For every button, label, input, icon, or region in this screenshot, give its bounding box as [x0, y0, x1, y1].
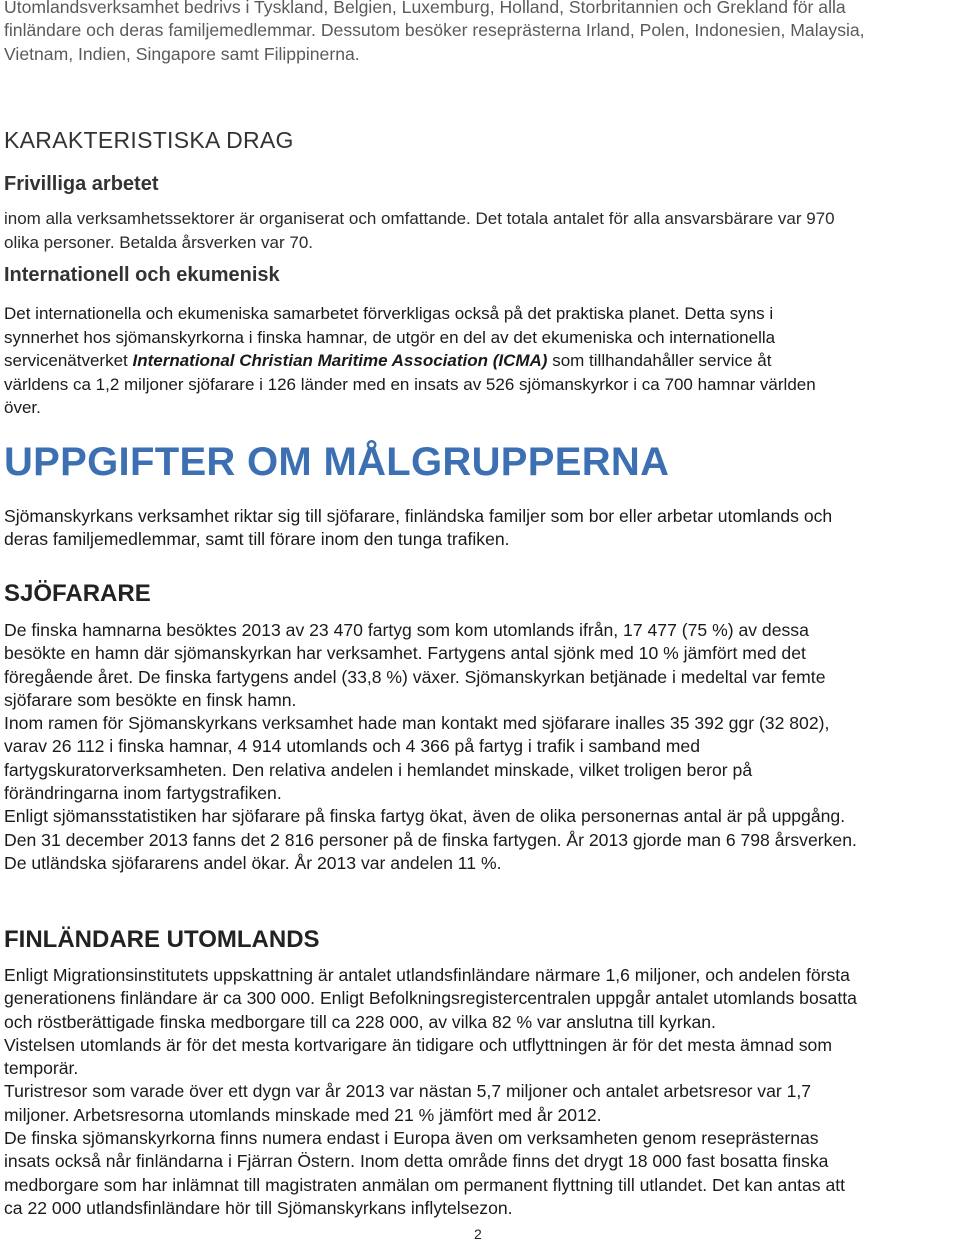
- text-line: [4, 349, 956, 373]
- section-heading-finlandare: FINLÄNDARE UTOMLANDS: [4, 926, 320, 953]
- text-line: ca 22 000 utlandsfinländare hör till Sjömanskyrkans inflytelsezon.: [4, 1197, 513, 1218]
- text-line: Utomlandsverksamhet bedrivs i Tyskland, Belgien, Luxemburg, Holland, Storbritannien och Grekland för alla: [4, 0, 846, 17]
- text-line: generationens finländare är ca 300 000. Enligt Befolkningsregistercentralen uppgår antalet utomlands bosatta: [4, 988, 857, 1009]
- paragraph-finlandare: [4, 964, 956, 1220]
- text-line: Sjömanskyrkans verksamhet riktar sig till sjöfarare, finländska familjer som bor eller arbetar utomlands och: [4, 506, 833, 526]
- text-line: besökte en hamn där sjömanskyrkan har verksamhet. Fartygens antal sjönk med 10 % jämfört med det: [4, 643, 806, 664]
- text-line: Vistelsen utomlands är för det mesta kortvarigare än tidigare och utflyttningen är för det mesta ämnad som: [4, 1034, 832, 1055]
- text-line: De utländska sjöfararens andel ökar. År 2013 var andelen 11 %.: [4, 852, 502, 873]
- text-line: förändringarna inom fartygstrafiken.: [4, 783, 282, 804]
- text-line: Turistresor som varade över ett dygn var år 2013 var nästan 5,7 miljoner och antalet arbetsresor var 1,7: [4, 1081, 812, 1102]
- subheading-internationell: Internationell och ekumenisk: [4, 264, 280, 286]
- text-line: De finska hamnarna besöktes 2013 av 23 470 fartyg som kom utomlands ifrån, 17 477 (75 %) av dessa: [4, 620, 809, 640]
- text-line: fartygskuratorverksamheten. Den relativa andelen i hemlandet minskade, vilket troligen beror på: [4, 759, 753, 780]
- text-line: Inom ramen för Sjömanskyrkans verksamhet hade man kontakt med sjöfarare inalles 35 392 ggr (32 802),: [4, 713, 830, 734]
- text-line: Den 31 december 2013 fanns det 2 816 personer på de finska fartygen. År 2013 gjorde man 6 798 årsverken.: [4, 829, 857, 850]
- text-line: medborgare som har inlämnat till magistraten anmälan om permanent flyttning till utlandet. Det kan antas att: [4, 1174, 846, 1195]
- text-line: Vietnam, Indien, Singapore samt Filippinerna.: [4, 43, 360, 64]
- paragraph-frivilliga: [4, 207, 956, 254]
- paragraph-malgrupperna: [4, 505, 956, 552]
- text-line: Enligt Migrationsinstitutets uppskattning är antalet utlandsfinländare närmare 1,6 miljoner, och andelen första: [4, 965, 850, 985]
- text-line: De finska sjömanskyrkorna finns numera endast i Europa även om verksamheten genom reseprästernas: [4, 1128, 819, 1149]
- text-line: världens ca 1,2 miljoner sjöfarare i 126 länder med en insats av 526 sjömanskyrkor i ca 700 hamnar världen: [4, 374, 816, 394]
- text-line: Enligt sjömansstatistiken har sjöfarare på finska fartyg ökat, även de olika personernas antal är på uppgång.: [4, 806, 846, 827]
- text-line: miljoner. Arbetsresorna utomlands minskade med 21 % jämfört med år 2012.: [4, 1104, 602, 1125]
- text-line: sjöfarare som besökte en finsk hamn.: [4, 689, 297, 710]
- text-line: insats också når finländarna i Fjärran Östern. Inom detta område finns det drygt 18 000 fast bosatta finska: [4, 1151, 829, 1172]
- text-run: som tillhandahåller service åt: [547, 351, 772, 370]
- text-line: och röstberättigade finska medborgare till ca 228 000, av vilka 82 % var anslutna till kyrkan.: [4, 1011, 716, 1032]
- icma-emphasis: International Christian Maritime Association (ICMA): [132, 351, 548, 370]
- text-line: synnerhet hos sjömanskyrkorna i finska hamnar, de utgör en del av det ekumeniska och internationella: [4, 327, 776, 347]
- text-line: inom alla verksamhetssektorer är organiserat och omfattande. Det totala antalet för alla ansvarsbärare var 970: [4, 209, 835, 228]
- text-line: över.: [4, 398, 41, 417]
- text-line: temporär.: [4, 1058, 79, 1079]
- text-line: föregående året. De finska fartygens andel (33,8 %) växer. Sjömanskyrkan betjänade i medeltal var femte: [4, 666, 826, 687]
- text-run: servicenätverket: [4, 351, 133, 370]
- section-heading-sjofarare: SJÖFARARE: [4, 580, 151, 607]
- text-line: finländare och deras familjemedlemmar. Dessutom besöker reseprästerna Irland, Polen, Indonesien, Malaysia,: [4, 20, 865, 41]
- text-line: deras familjemedlemmar, samt till förare inom den tunga trafiken.: [4, 529, 510, 550]
- intro-paragraph: [4, 0, 956, 66]
- text-line: Det internationella och ekumeniska samarbetet förverkligas också på det praktiska planet. Detta syns i: [4, 304, 774, 323]
- paragraph-sjofarare: [4, 619, 956, 875]
- text-line: varav 26 112 i finska hamnar, 4 914 utomlands och 4 366 på fartyg i trafik i samband med: [4, 736, 701, 757]
- page-number: 2: [474, 1226, 482, 1242]
- paragraph-internationell: [4, 302, 956, 420]
- text-line: olika personer. Betalda årsverken var 70.: [4, 232, 314, 252]
- subheading-frivilliga: Frivilliga arbetet: [4, 173, 159, 195]
- main-heading-malgrupperna: UPPGIFTER OM MÅLGRUPPERNA: [4, 440, 670, 484]
- section-heading-karakteristiska: KARAKTERISTISKA DRAG: [4, 127, 294, 153]
